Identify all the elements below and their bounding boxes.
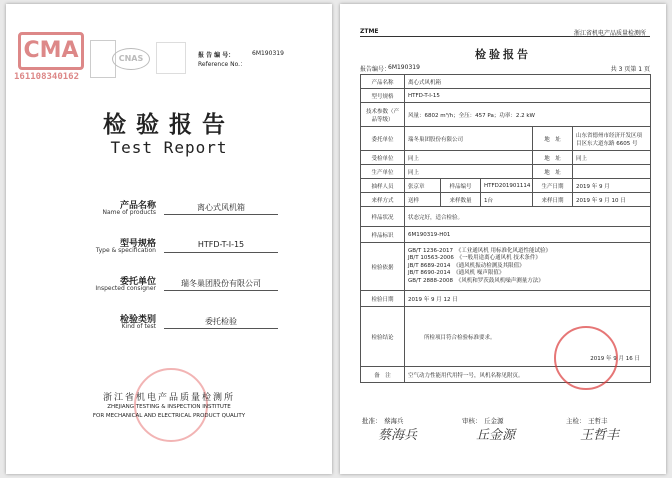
cell-value: 同上	[573, 151, 651, 165]
cover-title-en: Test Report	[110, 138, 228, 157]
cell-value: 山东省德州市经济开发区项目区东大道东路 6605 号	[573, 127, 651, 151]
approver-label: 批准：	[362, 417, 382, 425]
table-row	[361, 151, 651, 165]
list-item: JB/T 10563-2006 《一般用途离心通风机 技术条件》	[408, 255, 541, 262]
approver-name: 蔡海兵	[384, 417, 404, 425]
tester-signature: 王哲丰	[580, 428, 620, 443]
cell-label: 样品编号	[441, 179, 481, 193]
report-no-label-cn: 报 告 编 号：	[198, 52, 235, 59]
field-label-product-name: 产品名称	[119, 201, 156, 211]
conclusion-text: 所检项目符合检验标准要求。	[424, 334, 496, 341]
institute-name-cn: 浙江省机电产品质量检测所	[102, 393, 235, 403]
cell-value: HTFD201901114	[481, 179, 533, 193]
table-row	[361, 179, 651, 193]
table-row	[361, 227, 651, 243]
basis-list	[405, 243, 651, 291]
cell-label: 地 址	[533, 127, 573, 151]
cell-value: 瑞冬巢团股份有限公司	[405, 127, 533, 151]
cell-label: 地 址	[533, 151, 573, 165]
cell-value: 离心式风机箱	[405, 75, 651, 89]
cell-label: 技术参数（产品等级）	[361, 103, 405, 127]
table-row	[361, 291, 651, 307]
table-row	[361, 75, 651, 89]
cell-value: 状态完好，适合检验。	[405, 207, 651, 227]
table-row	[361, 243, 651, 291]
field-underline	[164, 252, 278, 253]
field-label-consigner-en: Inspected consigner	[95, 285, 156, 292]
table-row	[361, 127, 651, 151]
report-detail-page	[340, 4, 666, 474]
cell-value: 2019 年 9 月 12 日	[405, 291, 651, 307]
report-no: 6M190319	[388, 64, 420, 71]
report-no-label: 报告编号：	[360, 66, 391, 73]
list-item: GB/T 2888-2008 《风机和罗茨鼓风机噪声测量方法》	[408, 277, 544, 284]
cell-label: 抽样人员	[361, 179, 405, 193]
field-value-model: HTFD-T-I-15	[197, 240, 245, 249]
cnas-logo: CNAS	[112, 48, 150, 70]
report-no-label-en: Reference No.：	[198, 61, 247, 68]
cell-label: 检验依据	[361, 243, 405, 291]
field-label-consigner: 委托单位	[119, 277, 156, 287]
cell-label: 生产单位	[361, 165, 405, 179]
report-title: 检验报告	[475, 48, 531, 61]
report-no: 6M190319	[252, 50, 284, 57]
cell-value: 同上	[405, 165, 533, 179]
table-row	[361, 207, 651, 227]
cell-value: 送样	[405, 193, 441, 207]
tester-name: 王哲丰	[588, 417, 608, 425]
cell-value: 风量：6802 m³/h；全压：457 Pa；功率：2.2 kW	[405, 103, 651, 127]
issue-date: 2019 年 9 月 16 日	[590, 356, 641, 362]
cma-number: 161108340162	[14, 72, 80, 82]
cell-label: 样品状况	[361, 207, 405, 227]
cell-label: 来样日期	[533, 193, 573, 207]
institute-name-en-2: FOR MECHANICAL AND ELECTRICAL PRODUCT QUALITY	[92, 413, 246, 419]
field-label-kind: 检验类别	[119, 315, 156, 325]
cell-value: 2019 年 9 月 10 日	[573, 193, 651, 207]
field-value-product-name: 离心式风机箱	[197, 203, 245, 212]
field-label-kind-en: Kind of test	[121, 323, 156, 330]
field-underline	[164, 328, 278, 329]
cell-label: 检验结论	[361, 307, 405, 367]
report-cover-page	[6, 4, 332, 474]
page-indicator: 共 3 页第 1 页	[610, 66, 650, 73]
cell-value	[573, 165, 651, 179]
list-item: GB/T 1236-2017 《工业通风机 用标准化风道性能试验》	[408, 247, 551, 254]
field-label-model-en: Type & specification	[95, 247, 156, 254]
reviewer-name: 丘金源	[484, 417, 504, 425]
cell-value: 同上	[405, 151, 533, 165]
institute-name-en-1: ZHEJIANG TESTING & INSPECTION INSTITUTE	[107, 404, 231, 410]
cell-value: 空气动力性能用代用特一号，风机名称见附页。	[405, 367, 651, 383]
header-institute: 浙江省机电产品质量检测所	[573, 30, 646, 37]
list-item: JB/T 8690-2014 《通风机 噪声限值》	[408, 270, 505, 277]
field-label-model: 型号规格	[119, 239, 156, 249]
cell-label: 备 注	[361, 367, 405, 383]
cell-label: 来样数量	[441, 193, 481, 207]
cell-label: 检验日期	[361, 291, 405, 307]
field-underline	[164, 290, 278, 291]
table-row	[361, 103, 651, 127]
field-label-product-name-en: Name of products	[102, 209, 156, 216]
inspection-seal	[554, 326, 618, 390]
reviewer-label: 审核：	[462, 417, 482, 425]
cell-label: 产品名称	[361, 75, 405, 89]
field-underline	[164, 214, 278, 215]
cell-value: 张京章	[405, 179, 441, 193]
cell-label: 样品标识	[361, 227, 405, 243]
cell-label: 地 址	[533, 165, 573, 179]
field-value-consigner: 瑞冬巢团股份有限公司	[181, 279, 261, 288]
cell-label: 型号规格	[361, 89, 405, 103]
table-row	[361, 89, 651, 103]
cell-value: HTFD-T-I-15	[405, 89, 651, 103]
brand-label: ZTME	[360, 28, 379, 35]
cell-value: 1台	[481, 193, 533, 207]
list-item: JB/T 8689-2014 《通风机振动检测及其限值》	[408, 262, 525, 269]
cell-label: 受检单位	[361, 151, 405, 165]
ilac-mark	[156, 42, 186, 74]
reviewer-signature: 丘金源	[476, 428, 516, 443]
cell-label: 委托单位	[361, 127, 405, 151]
approver-signature: 蔡海兵	[378, 428, 418, 443]
cell-label: 来样方式	[361, 193, 405, 207]
table-row	[361, 193, 651, 207]
header-rule	[360, 36, 650, 37]
cell-value: 2019 年 9 月	[573, 179, 651, 193]
cell-label: 生产日期	[533, 179, 573, 193]
cell-value: 6M190319-H01	[405, 227, 651, 243]
cover-title-cn: 检验报告	[103, 112, 235, 138]
field-value-kind: 委托检验	[205, 317, 237, 326]
table-row	[361, 165, 651, 179]
tester-label: 主检：	[566, 417, 586, 425]
cma-logo: CMA	[18, 32, 84, 70]
